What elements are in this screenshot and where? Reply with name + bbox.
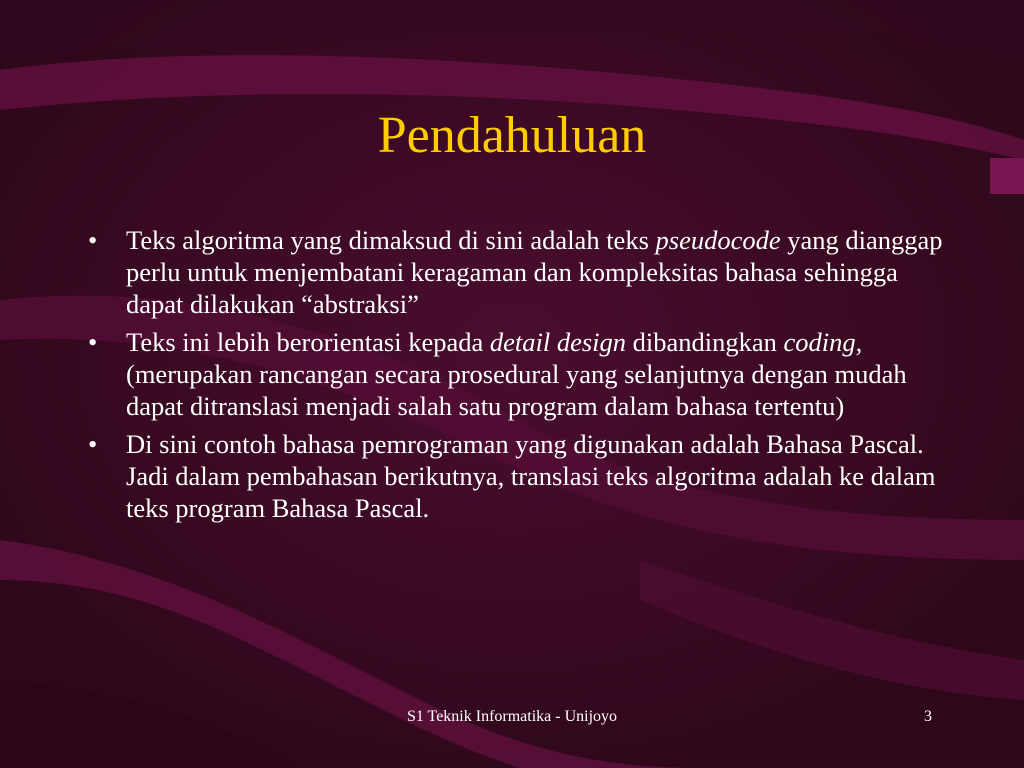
bullet-text: dibandingkan (626, 327, 784, 357)
bullet-text: Teks algoritma yang dimaksud di sini adalah teks (126, 225, 656, 255)
bullet-emphasis: pseudocode (655, 225, 781, 255)
bullet-list (80, 224, 960, 530)
bullet-text: (merupakan rancangan secara prosedural yang selanjutnya dengan mudah dapat ditranslasi menjadi salah satu program dalam bahasa tertentu) (126, 359, 907, 421)
slide-footer: S1 Teknik Informatika - Unijoyo (406, 708, 618, 725)
bullet-emphasis: coding, (783, 327, 863, 357)
bullet-icon: • (88, 429, 98, 459)
bullet-icon: • (88, 225, 98, 255)
bullet-text: yang dianggap perlu untuk menjembatani keragaman dan kompleksitas bahasa sehingga dapat dilakukan “abstraksi” (126, 225, 943, 319)
bullet-text: Di sini contoh bahasa pemrograman yang digunakan adalah Bahasa Pascal. Jadi dalam pembahasan berikutnya, translasi teks algoritma adalah ke dalam teks program Bahasa Pascal. (126, 429, 936, 523)
page-number: 3 (924, 708, 932, 725)
bullet-text: Teks ini lebih berorientasi kepada (126, 327, 490, 357)
bullet-item (80, 326, 960, 422)
bullet-emphasis: detail design (489, 327, 627, 357)
bullet-item (80, 224, 960, 320)
bullet-icon: • (88, 327, 98, 357)
bullet-item (80, 428, 960, 524)
slide-title: Pendahuluan (377, 107, 647, 164)
